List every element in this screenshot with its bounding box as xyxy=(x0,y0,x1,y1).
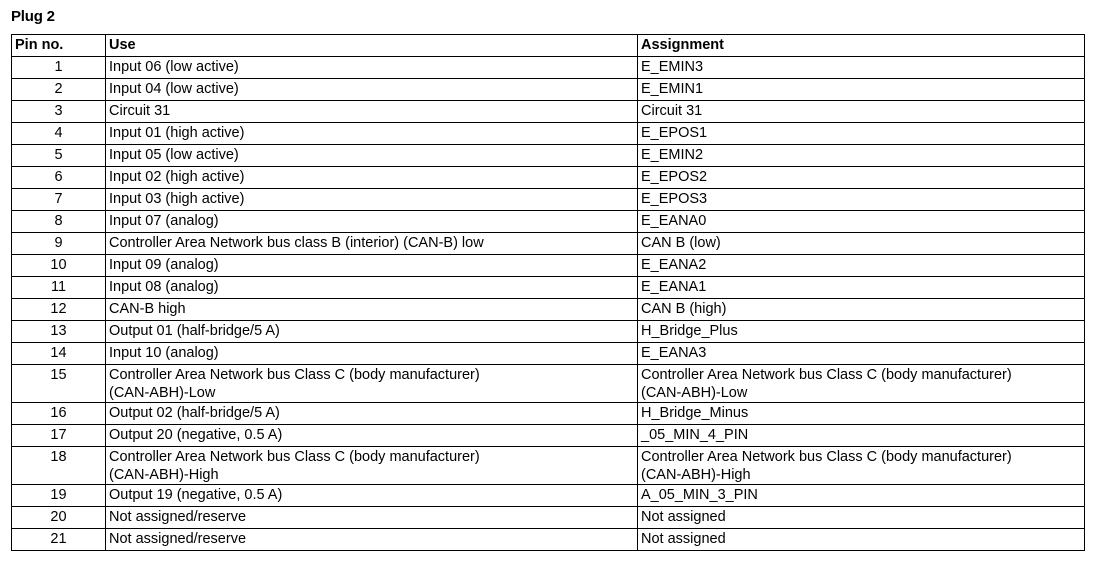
pin-cell: 13 xyxy=(12,321,106,343)
table-row xyxy=(12,167,1085,189)
table-row xyxy=(12,233,1085,255)
pin-cell: 19 xyxy=(12,485,106,507)
use-cell: Output 01 (half-bridge/5 A) xyxy=(106,321,638,343)
pin-cell: 8 xyxy=(12,211,106,233)
assignment-cell: Circuit 31 xyxy=(638,101,1085,123)
table-row xyxy=(12,485,1085,507)
pin-cell: 17 xyxy=(12,425,106,447)
assignment-cell: E_EANA1 xyxy=(638,277,1085,299)
assignment-cell: Not assigned xyxy=(638,507,1085,529)
assignment-cell: Not assigned xyxy=(638,529,1085,551)
pin-cell: 4 xyxy=(12,123,106,145)
pin-cell: 7 xyxy=(12,189,106,211)
use-cell: Input 04 (low active) xyxy=(106,79,638,101)
assignment-cell: E_EANA2 xyxy=(638,255,1085,277)
assignment-cell: E_EPOS1 xyxy=(638,123,1085,145)
pin-cell: 5 xyxy=(12,145,106,167)
assignment-cell: A_05_MIN_3_PIN xyxy=(638,485,1085,507)
table-row xyxy=(12,79,1085,101)
header-assignment: Assignment xyxy=(638,35,1085,57)
use-cell: Not assigned/reserve xyxy=(106,507,638,529)
table-row xyxy=(12,57,1085,79)
table-row xyxy=(12,403,1085,425)
pin-cell: 12 xyxy=(12,299,106,321)
assignment-cell: CAN B (low) xyxy=(638,233,1085,255)
use-cell: Input 05 (low active) xyxy=(106,145,638,167)
pin-cell: 14 xyxy=(12,343,106,365)
pin-cell: 6 xyxy=(12,167,106,189)
assignment-cell: E_EPOS3 xyxy=(638,189,1085,211)
table-row xyxy=(12,321,1085,343)
assignment-cell: _05_MIN_4_PIN xyxy=(638,425,1085,447)
assignment-cell: E_EMIN1 xyxy=(638,79,1085,101)
pin-cell: 15 xyxy=(12,365,106,403)
assignment-cell: E_EMIN3 xyxy=(638,57,1085,79)
use-cell: Controller Area Network bus class B (interior) (CAN-B) low xyxy=(106,233,638,255)
use-cell: Circuit 31 xyxy=(106,101,638,123)
use-cell: Input 01 (high active) xyxy=(106,123,638,145)
pin-cell: 1 xyxy=(12,57,106,79)
assignment-cell: E_EANA0 xyxy=(638,211,1085,233)
pin-cell: 18 xyxy=(12,447,106,485)
assignment-cell: H_Bridge_Minus xyxy=(638,403,1085,425)
pin-cell: 9 xyxy=(12,233,106,255)
table-row xyxy=(12,255,1085,277)
table-row xyxy=(12,447,1085,485)
assignment-cell: E_EANA3 xyxy=(638,343,1085,365)
assignment-cell: Controller Area Network bus Class C (body manufacturer) (CAN-ABH)-High xyxy=(638,447,1085,485)
assignment-cell: Controller Area Network bus Class C (body manufacturer) (CAN-ABH)-Low xyxy=(638,365,1085,403)
pin-cell: 16 xyxy=(12,403,106,425)
use-cell: Input 02 (high active) xyxy=(106,167,638,189)
use-cell: Input 06 (low active) xyxy=(106,57,638,79)
pin-assignment-table xyxy=(11,34,1085,551)
table-row xyxy=(12,277,1085,299)
table-row xyxy=(12,425,1085,447)
use-cell: Output 20 (negative, 0.5 A) xyxy=(106,425,638,447)
use-cell: Output 02 (half-bridge/5 A) xyxy=(106,403,638,425)
table-row xyxy=(12,101,1085,123)
use-cell: Controller Area Network bus Class C (body manufacturer) (CAN-ABH)-High xyxy=(106,447,638,485)
pin-cell: 10 xyxy=(12,255,106,277)
assignment-cell: E_EPOS2 xyxy=(638,167,1085,189)
assignment-cell: CAN B (high) xyxy=(638,299,1085,321)
use-cell: Controller Area Network bus Class C (body manufacturer) (CAN-ABH)-Low xyxy=(106,365,638,403)
table-row xyxy=(12,299,1085,321)
use-cell: Not assigned/reserve xyxy=(106,529,638,551)
assignment-cell: E_EMIN2 xyxy=(638,145,1085,167)
use-cell: Input 07 (analog) xyxy=(106,211,638,233)
table-header-row xyxy=(12,35,1085,57)
table-row xyxy=(12,507,1085,529)
table-row xyxy=(12,145,1085,167)
pin-cell: 21 xyxy=(12,529,106,551)
use-cell: Output 19 (negative, 0.5 A) xyxy=(106,485,638,507)
table-row xyxy=(12,211,1085,233)
table-row xyxy=(12,365,1085,403)
header-pin-no: Pin no. xyxy=(12,35,106,57)
use-cell: Input 08 (analog) xyxy=(106,277,638,299)
pin-cell: 11 xyxy=(12,277,106,299)
use-cell: Input 09 (analog) xyxy=(106,255,638,277)
pin-cell: 2 xyxy=(12,79,106,101)
assignment-cell: H_Bridge_Plus xyxy=(638,321,1085,343)
table-row xyxy=(12,123,1085,145)
pin-cell: 20 xyxy=(12,507,106,529)
header-use: Use xyxy=(106,35,638,57)
table-row xyxy=(12,529,1085,551)
use-cell: Input 03 (high active) xyxy=(106,189,638,211)
use-cell: Input 10 (analog) xyxy=(106,343,638,365)
pin-cell: 3 xyxy=(12,101,106,123)
table-row xyxy=(12,189,1085,211)
use-cell: CAN-B high xyxy=(106,299,638,321)
document-title: Plug 2 xyxy=(11,8,55,25)
table-row xyxy=(12,343,1085,365)
